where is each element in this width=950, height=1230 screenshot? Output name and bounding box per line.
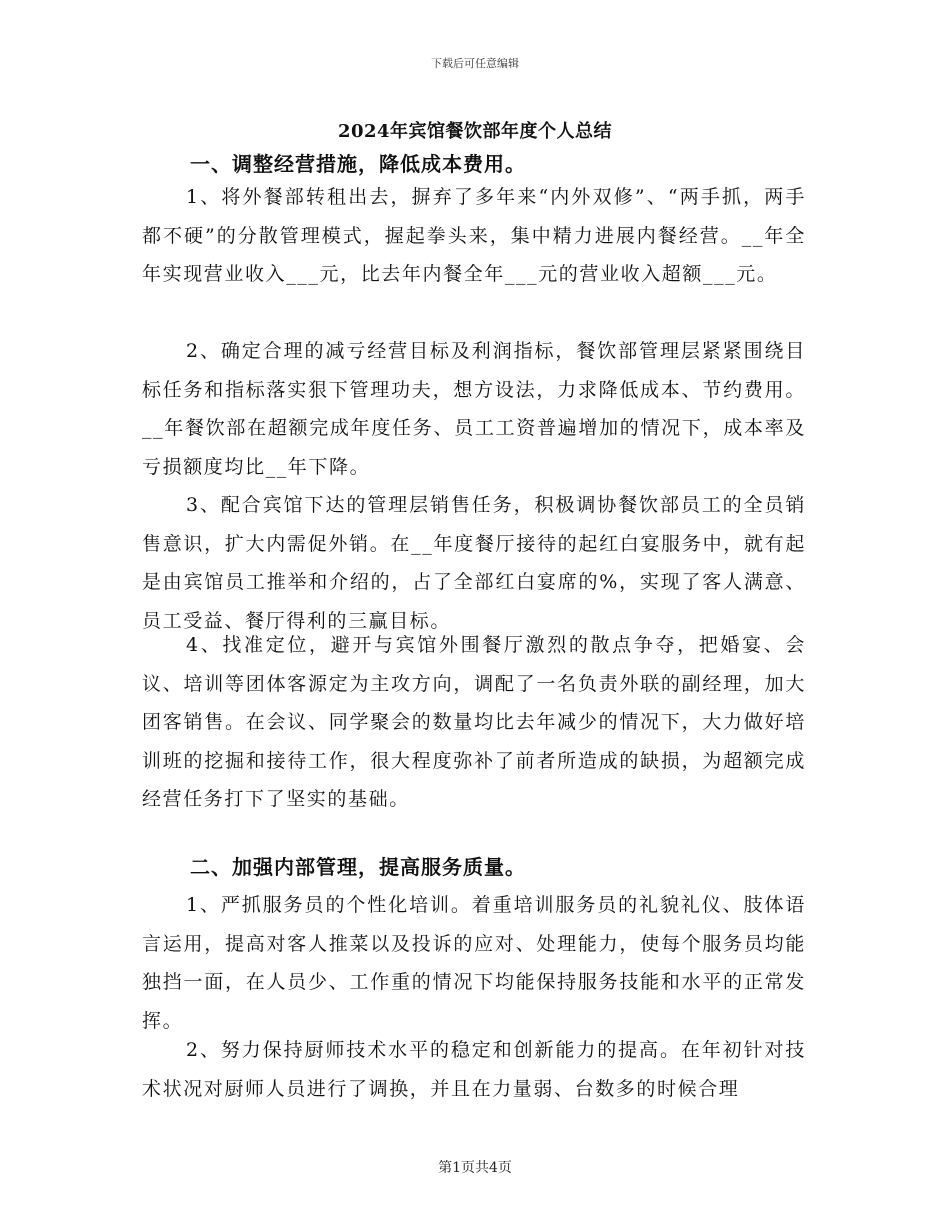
paragraph: 4、找准定位，避开与宾馆外围餐厅激烈的散点争夺，把婚宴、会议、培训等团体客源定为主攻方向，调配了一名负责外联的副经理，加大团客销售。在会议、同学聚会的数量均比去年减少的情况下，大力做好培训班的挖掘和接待工作，很大程度弥补了前者所造成的缺损，为超额完成经营任务打下了坚实的基础。 xyxy=(142,634,806,811)
page-footer: 第1页共4页 xyxy=(438,1160,512,1176)
paragraph: 1、严抓服务员的个性化培训。着重培训服务员的礼貌礼仪、肢体语言运用，提高对客人推菜以及投诉的应对、处理能力，使每个服务员均能独挡一面，在人员少、工作重的情况下均能保持服务技能和水平的正常发挥。 xyxy=(142,894,806,1032)
section-heading: 二、加强内部管理，提高服务质量。 xyxy=(190,855,526,879)
paragraph: 3、配合宾馆下达的管理层销售任务，积极调协餐饮部员工的全员销售意识，扩大内需促外销。在__年度餐厅接待的起红白宴服务中，就有起是由宾馆员工推举和介绍的，占了全部红白宴席的%，实现了客人满意、员工受益、餐厅得利的三赢目标。 xyxy=(142,494,806,632)
paragraph: 2、努力保持厨师技术水平的稳定和创新能力的提高。在年初针对技术状况对厨师人员进行了调换，并且在力量弱、台数多的时候合理 xyxy=(142,1039,806,1100)
page-title: 2024年宾馆餐饮部年度个人总结 xyxy=(337,121,613,142)
paragraph: 2、确定合理的减亏经营目标及利润指标，餐饮部管理层紧紧围绕目标任务和指标落实狠下管理功夫，想方设法，力求降低成本、节约费用。__年餐饮部在超额完成年度任务、员工工资普遍增加的情况下，成本率及亏损额度均比__年下降。 xyxy=(142,340,806,478)
section-heading: 一、调整经营措施，降低成本费用。 xyxy=(190,152,526,176)
header-note: 下载后可任意编辑 xyxy=(431,57,519,70)
paragraph: 1、将外餐部转租出去，摒弃了多年来“内外双修”、“两手抓，两手都不硬”的分散管理模式，握起拳头来，集中精力进展内餐经营。__年全年实现营业收入___元，比去年内餐全年___元的营业收入超额___元。 xyxy=(142,186,806,286)
